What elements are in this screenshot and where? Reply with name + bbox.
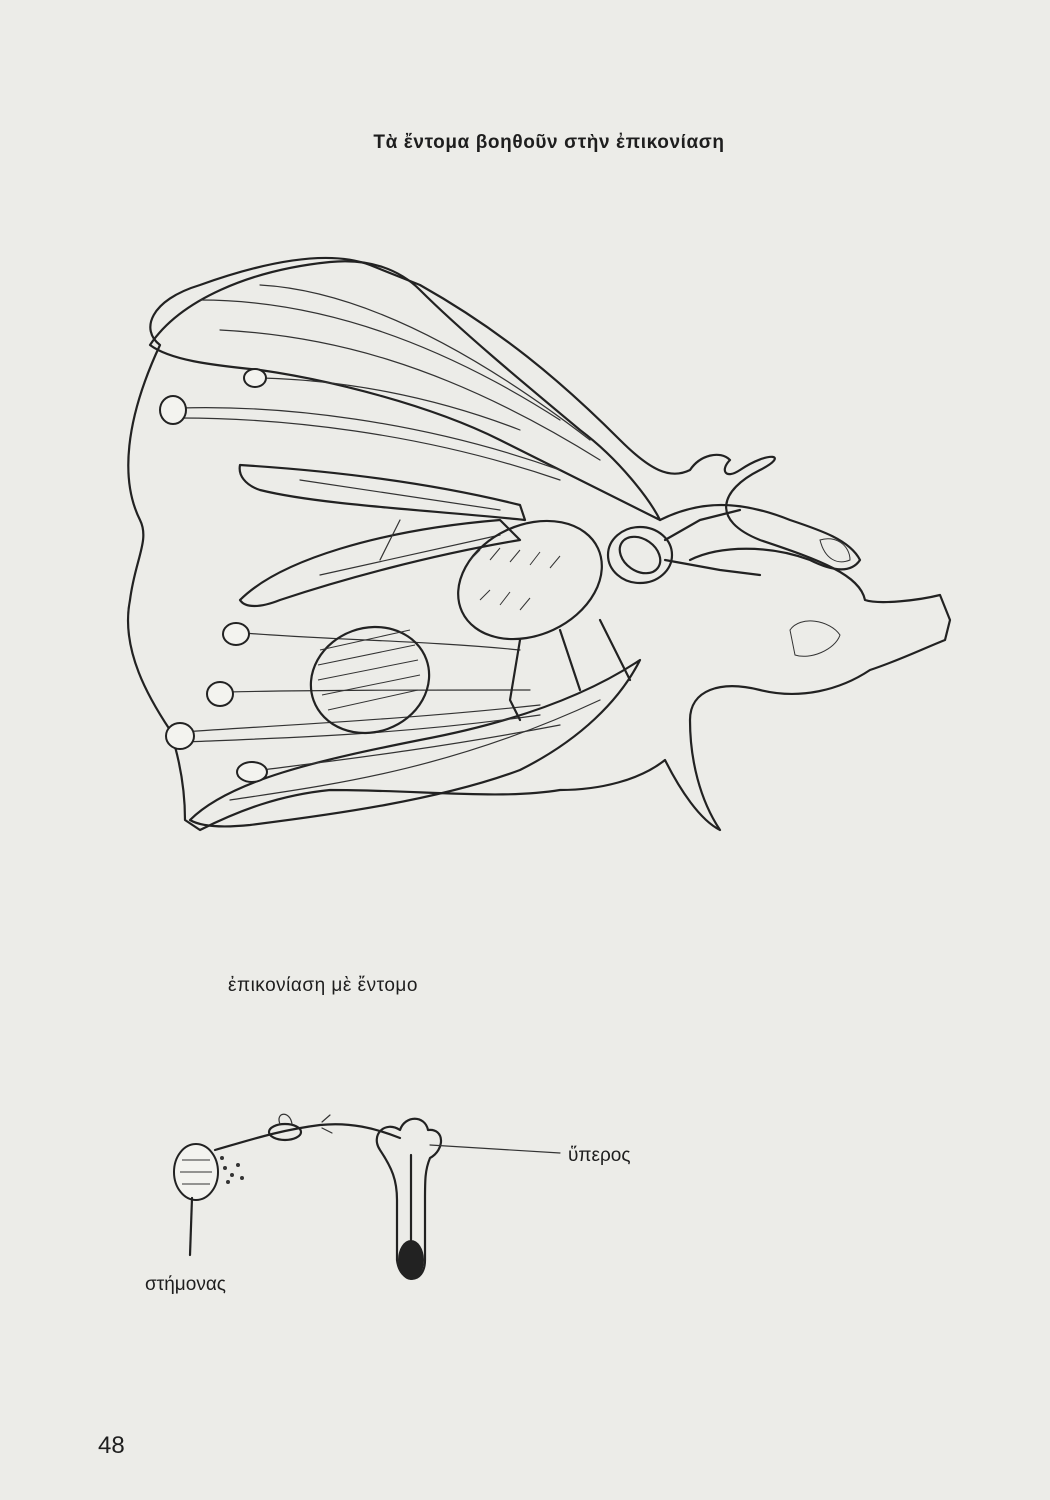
stamen-filament xyxy=(190,1198,192,1255)
stamen-label: στήμονας xyxy=(145,1274,226,1295)
pistil-label: ὕπερος xyxy=(568,1145,631,1166)
flower-spur xyxy=(660,505,860,569)
pistil-leader-line xyxy=(430,1145,560,1153)
pollination-schematic xyxy=(174,1114,560,1280)
bee-wings xyxy=(240,465,525,606)
bee-flight-path xyxy=(215,1124,400,1150)
page-title: Tὰ ἔντομα βοηθοῦν στὴν ἐπικονίαση xyxy=(373,132,725,153)
pollen-dots xyxy=(220,1156,244,1184)
illustration-caption: ἐπικονίαση μὲ ἔντομο xyxy=(228,975,418,996)
ovary xyxy=(398,1240,424,1280)
flower-corolla-outline xyxy=(128,258,950,830)
lower-petal xyxy=(190,660,640,826)
page-number: 48 xyxy=(98,1432,125,1459)
